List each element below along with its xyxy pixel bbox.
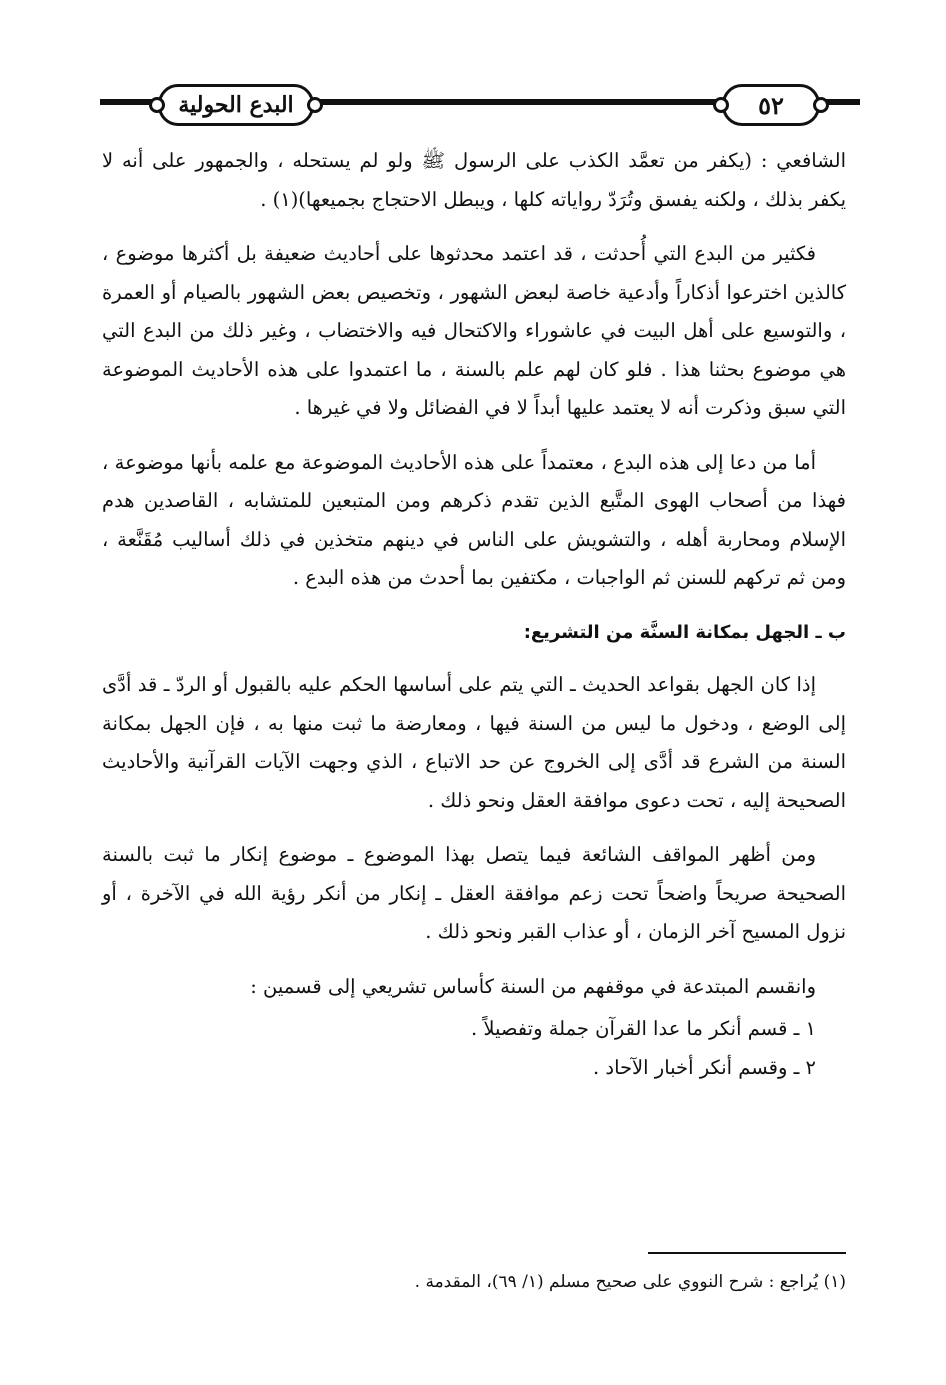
paragraph-6: وانقسم المبتدعة في موقفهم من السنة كأساس تشريعي إلى قسمين : [250, 974, 816, 998]
page-header [100, 80, 860, 124]
paragraph-4: إذا كان الجهل بقواعد الحديث ـ التي يتم على أساسها الحكم عليه بالقبول أو الردّ ـ قد أدَّى إلى الوضع ، ودخول ما ليس من السنة فيها ، ومعارضة ما ثبت منها به ، فإن الجهل بمكانة السنة من الشرع قد أدَّى إلى الخروج عن حد الاتباع ، الذي وجهت الآيات القرآنية والأحاديث الصحيحة إليه ، تحت دعوى موافقة العقل ونحو ذلك . [102, 673, 846, 812]
paragraph-3: أما من دعا إلى هذه البدع ، معتمداً على هذه الأحاديث الموضوعة مع علمه بأنها موضوعة ، فهذا من أصحاب الهوى المتَّبع الذين تقدم ذكرهم ومن المتبعين للمتشابه ، القاصدين هدم الإسلام ومحاربة أهله ، والتشويش على الناس في دينهم متخذين في ذلك أساليب مُقَنَّعة ، ومن ثم تركهم للسنن ثم الواجبات ، مكتفين بما أحدث من هذه البدع . [102, 450, 846, 589]
header-rule-middle [305, 99, 725, 105]
list-item-2: ٢ ـ وقسم أنكر أخبار الآحاد . [592, 1055, 816, 1079]
footnote: (١) يُراجع : شرح النووي على صحيح مسلم (١/ ٦٩)، المقدمة . [414, 1272, 846, 1292]
paragraph-1: الشافعي : (يكفر من تعمَّد الكذب على الرسول ﷺ ولو لم يستحله ، والجمهور على أنه لا يكفر بذلك ، ولكنه يفسق وتُرَدّ رواياته كلها ، ويبطل الاحتجاج بجميعها)(١) . [102, 149, 846, 211]
section-heading: ب ـ الجهل بمكانة السنَّة من التشريع: [523, 621, 846, 643]
page-number: ٥٢ [722, 84, 820, 126]
list-item-1: ١ ـ قسم أنكر ما عدا القرآن جملة وتفصيلاً . [470, 1017, 816, 1040]
main-text [102, 142, 846, 1087]
paragraph-2: فكثير من البدع التي أُحدثت ، قد اعتمد محدثوها على أحاديث ضعيفة بل أكثرها موضوع ، كالذين اخترعوا أذكاراً وأدعية خاصة لبعض الشهور ، وتخصيص بعض الشهور بالصيام أو العمرة ، والتوسيع على أهل البيت في عاشوراء والاكتحال فيه والاختضاب ، وغير ذلك من البدع التي هي موضوع بحثنا هذا . فلو كان لهم علم بالسنة ، ما اعتمدوا على هذه الأحاديث الموضوعة التي سبق وذكرت أنه لا يعتمد عليها أبداً لا في الفضائل ولا في غيرها . [102, 242, 846, 419]
running-title: البدع الحولية [158, 84, 314, 126]
paragraph-5: ومن أظهر المواقف الشائعة فيما يتصل بهذا الموضوع ـ موضوع إنكار ما ثبت بالسنة الصحيحة صريحاً واضحاً تحت زعم موافقة العقل ـ إنكار من أنكر رؤية الله في الآخرة ، أو نزول المسيح آخر الزمان ، أو عذاب القبر ونحو ذلك . [102, 843, 846, 943]
footnote-separator [648, 1252, 846, 1254]
